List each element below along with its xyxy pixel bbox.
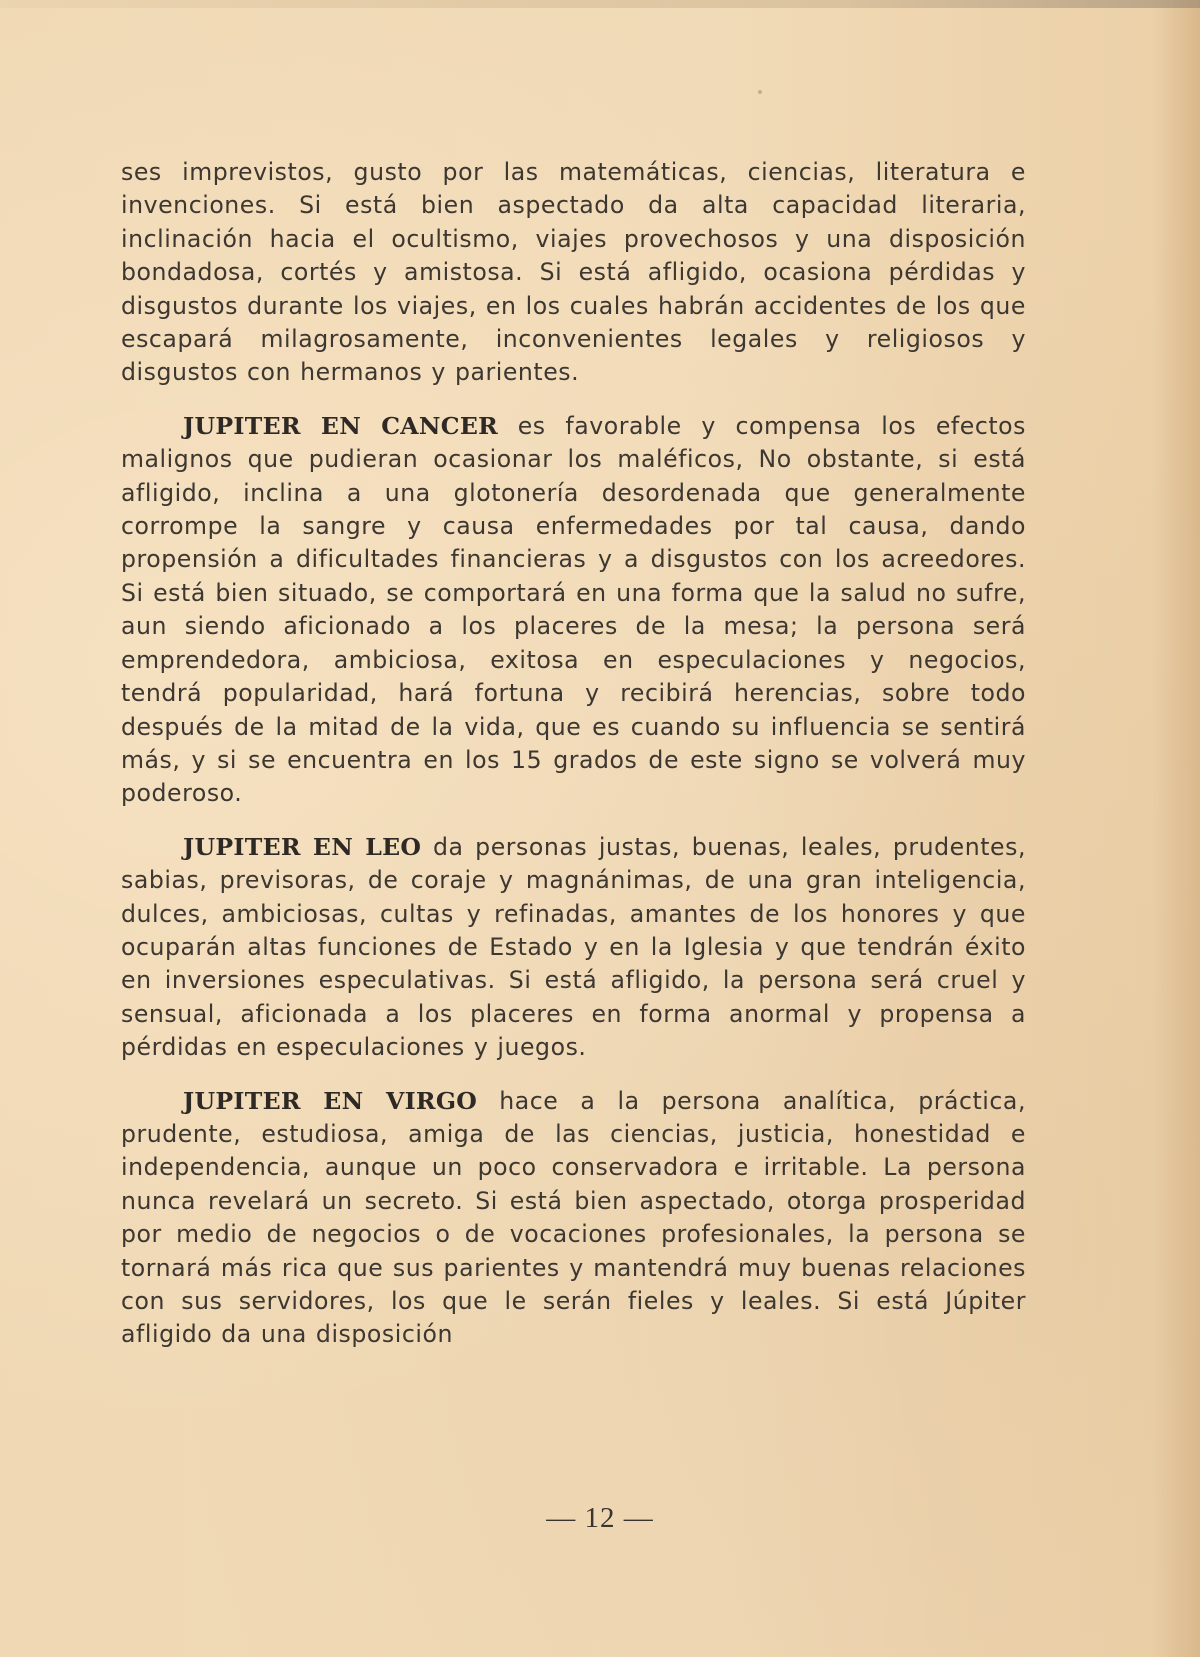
paragraph-jupiter-virgo xyxy=(121,1085,1026,1352)
page-number: — 12 — xyxy=(546,1502,654,1534)
paper-speck xyxy=(758,90,762,94)
paragraph-text: hace a la persona analítica, práctica, prudente, estudiosa, amiga de las ciencias, justicia, honestidad e independencia, aunque un poco conservadora e irritable. La persona nunca revelará un secreto. Si está bien aspectado, otorga prosperidad por medio de negocios o de vocaciones profesionales, la persona se tornará más rica que sus parientes y mantendrá muy buenas relaciones con sus servidores, los que le serán fieles y leales. Si está Júpiter afligido da una disposición xyxy=(121,1086,1026,1349)
paragraph-continuation xyxy=(121,156,1026,390)
paragraph-jupiter-leo xyxy=(121,831,1026,1065)
paragraph-text: es favorable y compensa los efectos malignos que pudieran ocasionar los maléficos, No obstante, si está afligido, inclina a una glotonería desordenada que generalmente corrompe la sangre y causa enfermedades por tal causa, dando propensión a dificultades financieras y a disgustos con los acreedores. Si está bien situado, se comportará en una forma que la salud no sufre, aun siendo aficionado a los placeres de la mesa; la persona será emprendedora, ambiciosa, exitosa en especulaciones y negocios, tendrá popularidad, hará fortuna y recibirá herencias, sobre todo después de la mitad de la vida, que es cuando su influencia se sentirá más, y si se encuentra en los 15 grados de este signo se volverá muy poderoso. xyxy=(121,411,1026,808)
paragraph-text: da personas justas, buenas, leales, prudentes, sabias, previsoras, de coraje y magnánimas, de una gran inteligencia, dulces, ambiciosas, cultas y refinadas, amantes de los honores y que ocuparán altas funciones de Estado y en la Iglesia y que tendrán éxito en inversiones especulativas. Si está afligido, la persona será cruel y sensual, aficionada a los placeres en forma anormal y propensa a pérdidas en especulaciones y juegos. xyxy=(121,832,1027,1062)
page-top-edge xyxy=(0,0,1200,8)
page-text-block xyxy=(121,156,1026,1352)
section-heading-jupiter-virgo: JUPITER EN VIRGO xyxy=(183,1086,478,1115)
paragraph-text: ses imprevistos, gusto por las matemáticas, ciencias, literatura e invenciones. Si está bien aspectado da alta capacidad literaria, inclinación hacia el ocultismo, viajes provechosos y una disposición bondadosa, cortés y amistosa. Si está afligido, ocasiona pérdidas y disgustos durante los viajes, en los cuales habrán accidentes de los que escapará milagrosamente, inconvenientes legales y religiosos y disgustos con hermanos y parientes. xyxy=(121,158,1026,387)
section-heading-jupiter-cancer: JUPITER EN CANCER xyxy=(183,411,499,440)
section-heading-jupiter-leo: JUPITER EN LEO xyxy=(183,832,422,861)
paragraph-jupiter-cancer xyxy=(121,410,1026,811)
